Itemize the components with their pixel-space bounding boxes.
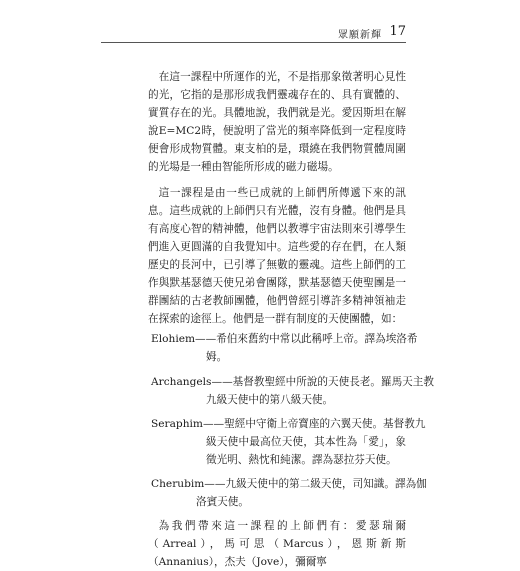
paragraph-3: 為我們帶來這一課程的上師們有：愛瑟瑞爾（Arreal），馬可思（Marcus），恩斯新斯（Annanius），杰夫（Jove），彌爾寧	[148, 520, 406, 569]
angel-entry-seraphim	[148, 415, 426, 469]
entry-text: Elohiem——希伯來舊約中常以此稱呼上帝。譯為埃洛希	[151, 333, 418, 346]
angel-list	[148, 330, 434, 511]
entry-text: Archangels——基督教聖經中所說的天使長老。羅馬天主教	[151, 375, 434, 388]
entry-text: Seraphim——聖經中守衛上帝寶座的六翼天使。基督教九	[151, 417, 426, 430]
entry-text: Cherubim——九級天使中的第二級天使，司知識。譯為伽	[151, 477, 427, 490]
angel-entry-elohiem	[148, 330, 418, 366]
page-number: 17	[389, 24, 406, 39]
paragraph-1: 在這一課程中所運作的光，不是指那象徵著明心見性的光，它指的是那形成我們靈魂存在的、具有實體的、實質存在的光。具體地說，我們就是光。愛因斯坦在解說E=MC2時，便說明了當光的頻率降低到一定程度時便會形成物質體。東支柏的是，環繞在我們物質體周圍的光場是一種由智能所形成的磁力磁場。	[148, 71, 406, 174]
angel-entry-archangels	[148, 373, 434, 409]
body-text	[148, 68, 434, 571]
running-title: 眾願新輝	[338, 30, 382, 41]
entry-continuation: 洛賓天使。	[196, 496, 249, 509]
entry-continuation: 九級天使中的第八級天使。	[206, 393, 334, 406]
paragraph-2: 這一課程是由一些已成就的上師們所傳遞下來的訊息。這些成就的上師們只有光體，沒有身體。他們是具有高度心智的精神體，他們以教導宇宙法則來引導學生們進入更圓滿的自我覺知中。這些愛的存在們，在人類歷史的長河中，已引導了無數的靈魂。這些上師們的工作與默基瑟德天使兄弟會團隊，默基瑟德天使聖團是一群團結的古老教師團體，他們曾經引導許多精神領袖走在探索的途徑上。他們是一群有制度的天使團體，如：	[148, 186, 406, 326]
entry-continuation: 姆。	[206, 351, 228, 364]
angel-entry-cherubim	[148, 475, 427, 511]
entry-continuation: 級天使中最高位天使，其本性為「愛」，象徵光明、熱忱和純潔。譯為瑟拉芬天使。	[206, 435, 406, 466]
page-header	[101, 24, 406, 43]
